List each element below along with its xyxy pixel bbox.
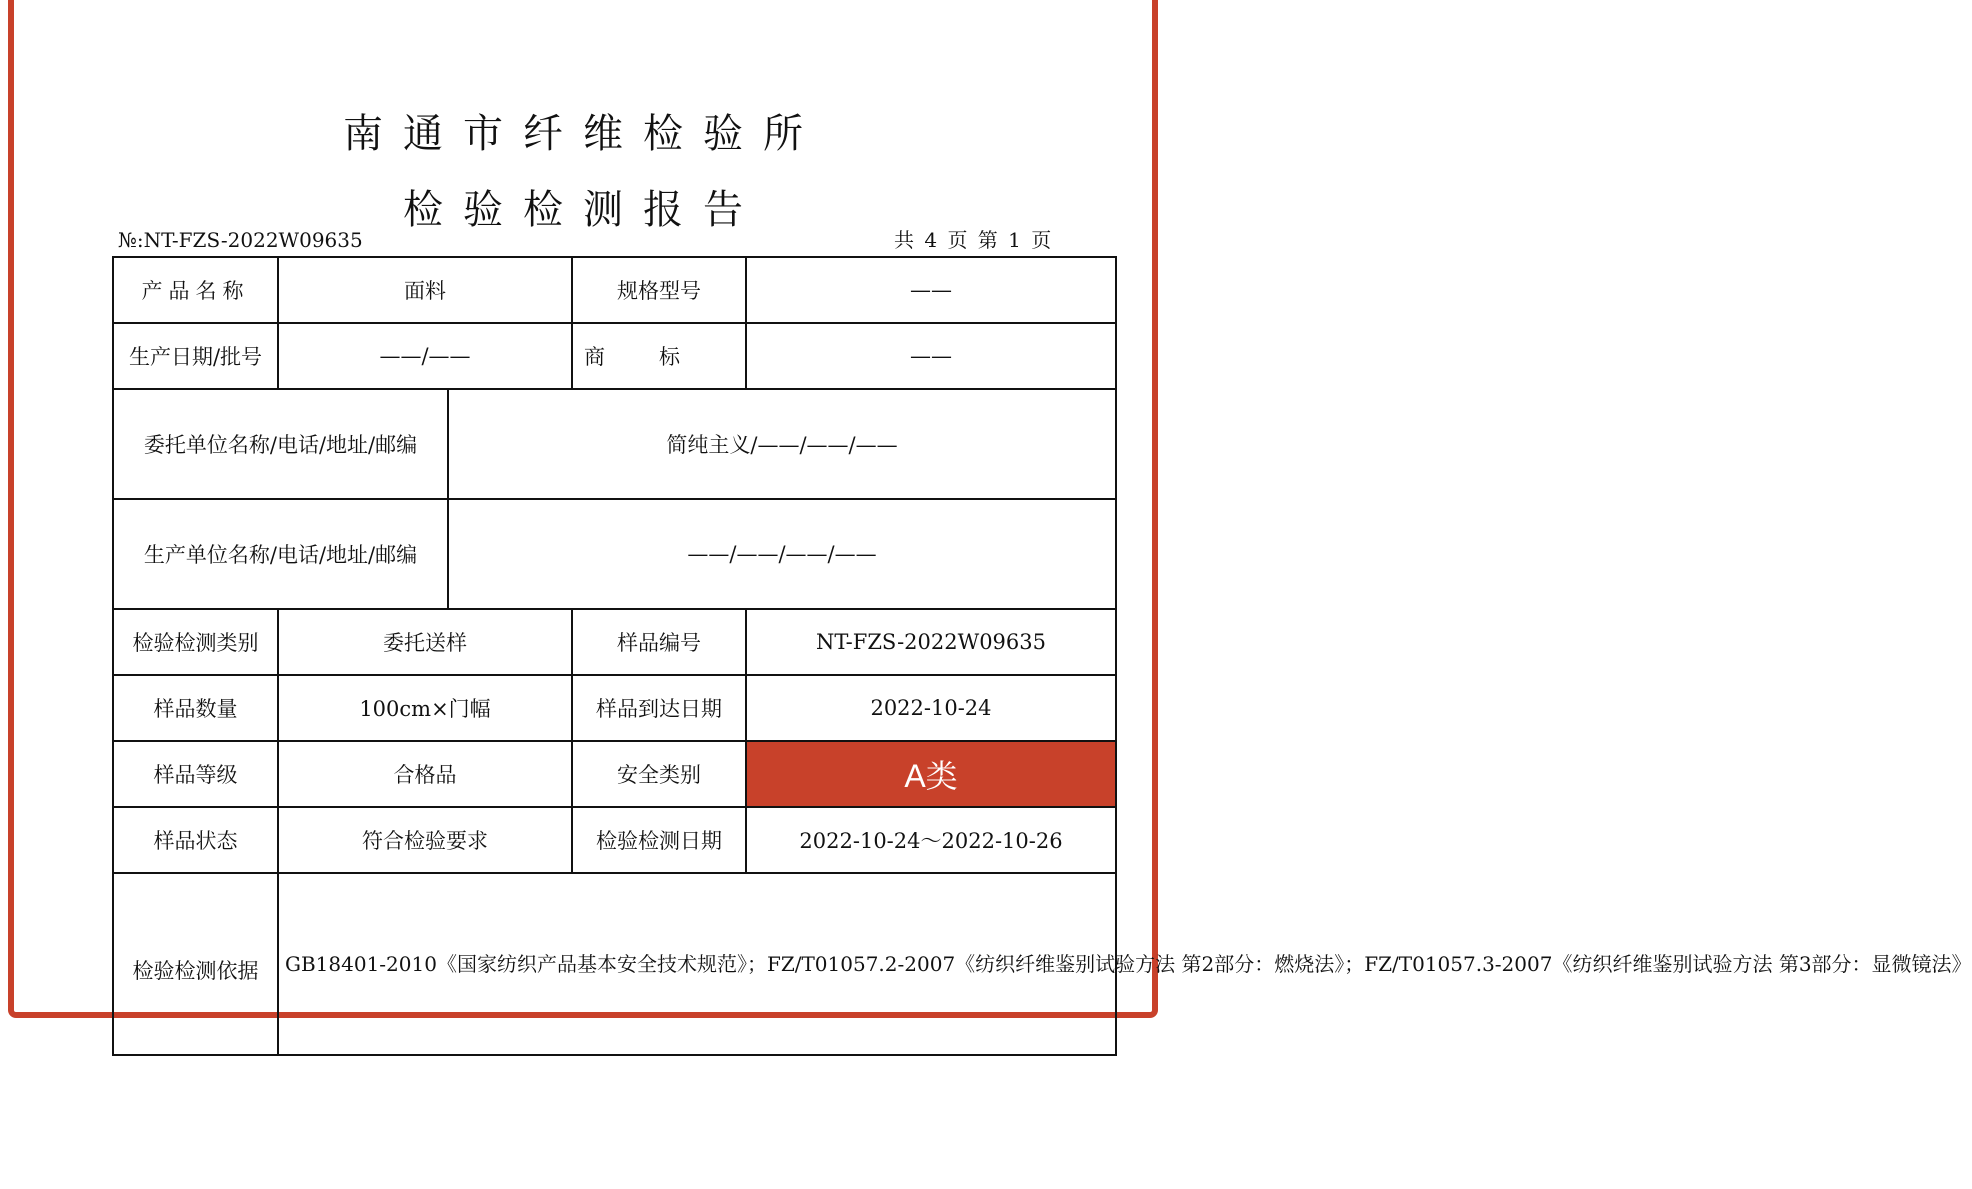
sample-no-label: 样品编号 xyxy=(572,609,746,675)
table-row xyxy=(113,499,1116,609)
table-row xyxy=(113,873,1116,1055)
table-row xyxy=(113,609,1116,675)
spec-model-value: —— xyxy=(746,257,1116,323)
manufacturer-label: 生产单位名称/电话/地址/邮编 xyxy=(113,499,448,609)
arrival-date-value: 2022-10-24 xyxy=(746,675,1116,741)
report-table xyxy=(112,256,1972,1056)
report-number: №:NT-FZS-2022W09635 xyxy=(118,228,363,252)
page-info: 共 4 页 第 1 页 xyxy=(894,228,1054,252)
product-name-label: 产品名称 xyxy=(113,257,278,323)
test-type-label: 检验检测类别 xyxy=(113,609,278,675)
table-row xyxy=(113,807,1116,873)
org-name: 南通市纤维检验所 xyxy=(343,111,823,157)
table-row xyxy=(113,741,1116,807)
trademark-value: —— xyxy=(746,323,1116,389)
test-basis-label-cell xyxy=(113,873,278,1055)
table-row xyxy=(113,675,1116,741)
product-name-value: 面料 xyxy=(278,257,572,323)
client-label: 委托单位名称/电话/地址/邮编 xyxy=(113,389,448,499)
spec-model-label: 规格型号 xyxy=(572,257,746,323)
sample-qty-value: 100cm×门幅 xyxy=(278,675,572,741)
report-title: 检验检测报告 xyxy=(403,187,763,233)
test-date-value: 2022-10-24～2022-10-26 xyxy=(746,807,1116,873)
sample-status-label: 样品状态 xyxy=(113,807,278,873)
sample-grade-value: 合格品 xyxy=(278,741,572,807)
table-row xyxy=(113,389,1116,499)
arrival-date-label: 样品到达日期 xyxy=(572,675,746,741)
table-row xyxy=(113,323,1116,389)
sample-grade-label: 样品等级 xyxy=(113,741,278,807)
test-basis-value: GB18401-2010《国家纺织产品基本安全技术规范》；FZ/T01057.2-2007《纺织纤维鉴别试验方法 第2部分：燃烧法》；FZ/T01057.3-2007《纺织纤维鉴别试验方法 第3部分：显微镜法》 xyxy=(278,873,1116,1055)
production-date-value: ——/—— xyxy=(278,323,572,389)
safety-class-badge: A类 xyxy=(746,741,1116,807)
table-row xyxy=(113,257,1116,323)
report-page xyxy=(14,0,1972,1012)
test-type-value: 委托送样 xyxy=(278,609,572,675)
sample-status-value: 符合检验要求 xyxy=(278,807,572,873)
client-value: 简纯主义/——/——/—— xyxy=(448,389,1116,499)
sample-qty-label: 样品数量 xyxy=(113,675,278,741)
trademark-label: 商标 xyxy=(572,323,746,389)
production-date-label: 生产日期/批号 xyxy=(113,323,278,389)
manufacturer-value: ——/——/——/—— xyxy=(448,499,1116,609)
test-basis-label: 检验检测依据 xyxy=(132,959,259,983)
report-frame xyxy=(8,0,1972,1018)
test-date-label: 检验检测日期 xyxy=(572,807,746,873)
safety-class-label: 安全类别 xyxy=(572,741,746,807)
sample-no-value: NT-FZS-2022W09635 xyxy=(746,609,1116,675)
